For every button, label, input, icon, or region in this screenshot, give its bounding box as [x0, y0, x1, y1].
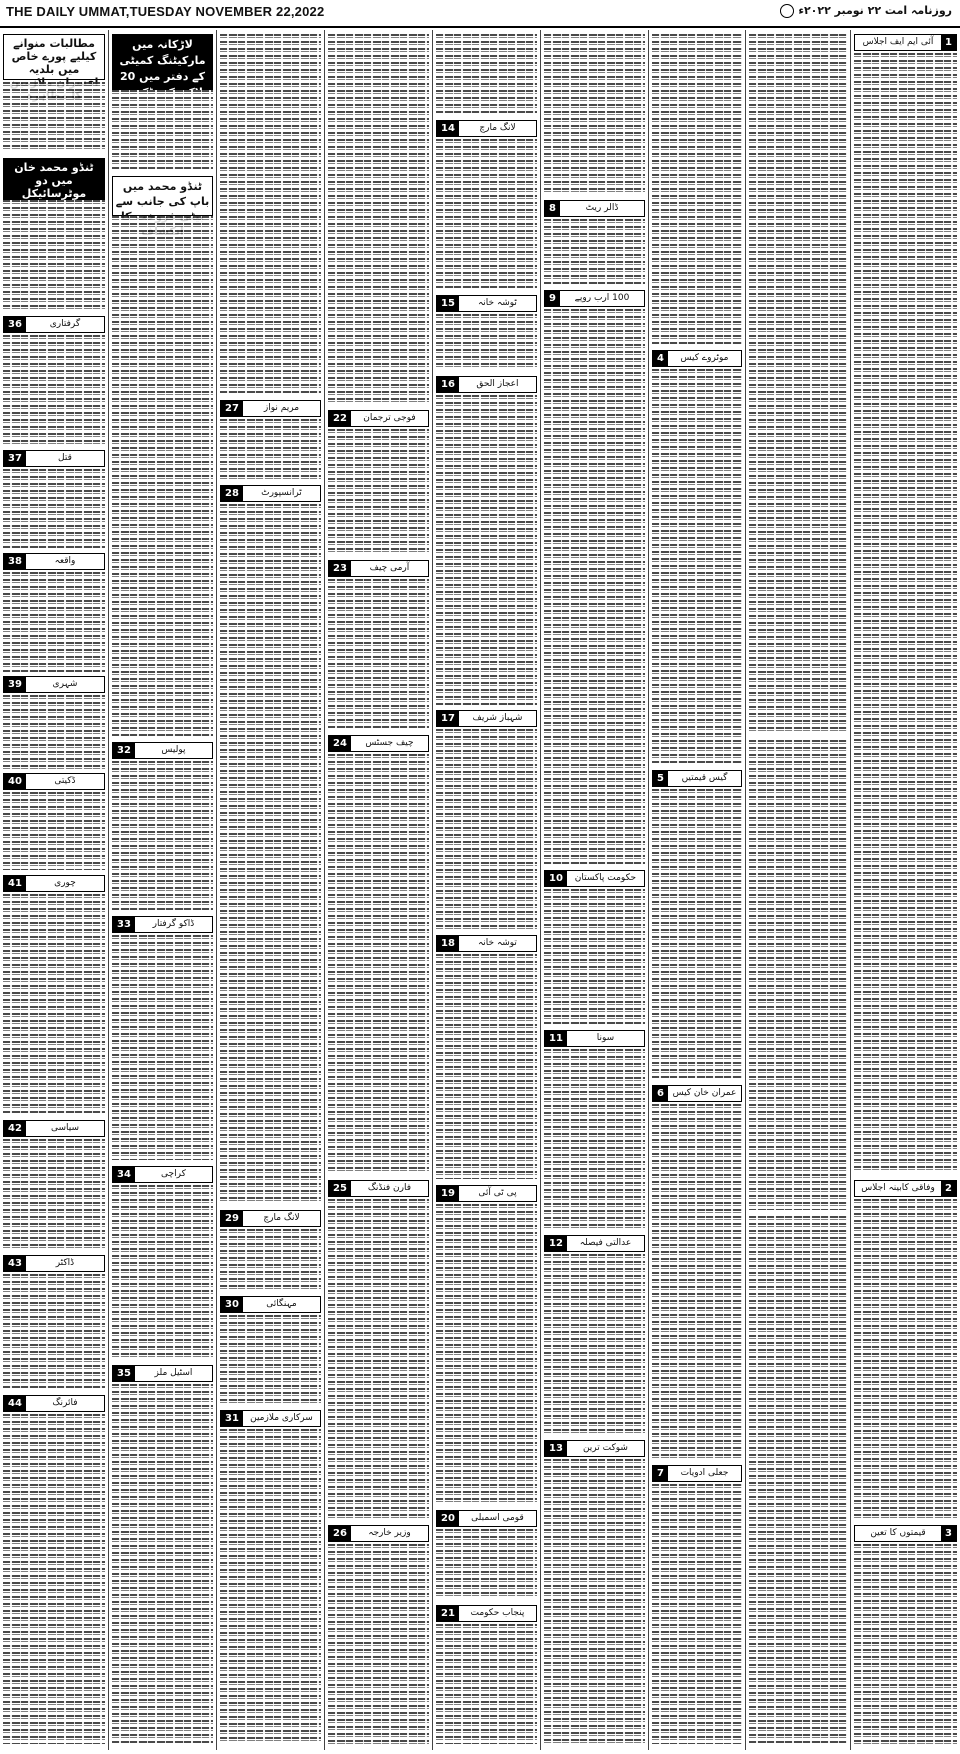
article-text	[544, 34, 645, 194]
section-heading-33: 33 ڈاکو گرفتار	[112, 916, 213, 933]
article-text	[3, 695, 105, 770]
article-text	[436, 1204, 537, 1504]
article-text	[220, 504, 321, 1204]
section-heading-11: 11 سونا	[544, 1030, 645, 1047]
article-text	[436, 139, 537, 289]
article-text	[544, 309, 645, 864]
section-heading-39: 39 شہری	[3, 676, 105, 693]
column-7	[649, 30, 745, 1750]
article-text	[3, 335, 105, 445]
section-heading-2: 2 وفاقی کابینہ اجلاس	[854, 1180, 957, 1197]
article-text	[112, 935, 213, 1160]
article-text	[3, 1139, 105, 1249]
masthead	[0, 0, 960, 28]
article-text	[436, 314, 537, 370]
section-heading-6: 6 عمران خان کیس	[652, 1085, 742, 1102]
article-text	[436, 954, 537, 1179]
article-text	[436, 395, 537, 705]
article-text	[220, 1315, 321, 1405]
section-heading-10: 10 حکومت پاکستان	[544, 870, 645, 887]
article-text	[436, 1529, 537, 1599]
article-text	[652, 1484, 742, 1744]
section-heading-29: 29 لانگ مارچ	[220, 1210, 321, 1227]
headline-box: مطالبات منوانے کیلیے پورے خاص میں بلدیہ	[3, 34, 105, 80]
section-heading-43: 43 ڈاکٹر	[3, 1255, 105, 1272]
newspaper-title: THE DAILY UMMAT,TUESDAY NOVEMBER 22,2022	[6, 4, 325, 19]
article-text	[3, 572, 105, 672]
section-heading-35: 35 اسٹیل ملز	[112, 1365, 213, 1382]
section-heading-41: 41 چوری	[3, 875, 105, 892]
section-heading-26: 26 وزیر خارجہ	[328, 1525, 429, 1542]
column-6	[541, 30, 648, 1750]
section-heading-31: 31 سرکاری ملازمین	[220, 1410, 321, 1427]
headline-box: ٹنڈو محمد میں باپ کی جانب سے	[112, 176, 213, 216]
section-heading-8: 8 ڈالر ریٹ	[544, 200, 645, 217]
article-text	[112, 1185, 213, 1360]
article-text	[749, 740, 847, 1210]
section-heading-34: 34 کراچی	[112, 1166, 213, 1183]
section-heading-15: 15 ٹوشہ خانہ	[436, 295, 537, 312]
section-heading-23: 23 آرمی چیف	[328, 560, 429, 577]
article-text	[3, 200, 105, 310]
article-text	[328, 34, 429, 404]
article-text	[749, 1216, 847, 1744]
section-heading-25: 25 فارن فنڈنگ	[328, 1180, 429, 1197]
article-text	[112, 90, 213, 170]
article-text	[220, 1429, 321, 1744]
article-text	[544, 1459, 645, 1744]
column-2	[109, 30, 216, 1750]
section-heading-1: 1 آئی ایم ایف اجلاس	[854, 34, 957, 51]
article-text	[3, 1414, 105, 1744]
newspaper-title-urdu	[776, 4, 952, 18]
section-heading-3: 3 قیمتوں کا تعین	[854, 1525, 957, 1542]
section-heading-32: 32 پولیس	[112, 742, 213, 759]
section-heading-20: 20 قومی اسمبلی	[436, 1510, 537, 1527]
section-heading-21: 21 پنجاب حکومت	[436, 1605, 537, 1622]
headline-box: ٹنڈو محمد خان میں دو موٹرسائیکل	[3, 158, 105, 200]
article-text	[436, 1624, 537, 1744]
article-text	[328, 1199, 429, 1519]
section-heading-44: 44 فائرنگ	[3, 1395, 105, 1412]
article-text	[3, 469, 105, 549]
section-heading-4: 4 موٹروے کیس	[652, 350, 742, 367]
article-text	[220, 34, 321, 394]
article-text	[3, 82, 105, 152]
headline-box: لاڑکانہ میں مارکیٹنگ کمیٹی کے دفتر میں 20	[112, 34, 213, 90]
article-text	[544, 1254, 645, 1434]
section-heading-42: 42 سیاسی	[3, 1120, 105, 1137]
section-heading-36: 36 گرفتاری	[3, 316, 105, 333]
article-text	[652, 789, 742, 1079]
column-8	[746, 30, 850, 1750]
article-text	[328, 429, 429, 554]
article-text	[544, 889, 645, 1024]
section-heading-7: 7 جعلی ادویات	[652, 1465, 742, 1482]
article-text	[854, 1199, 957, 1519]
article-text	[112, 1384, 213, 1744]
article-text	[652, 34, 742, 344]
section-heading-9: 9 100 ارب روپے	[544, 290, 645, 307]
article-text	[436, 729, 537, 929]
section-heading-38: 38 واقعہ	[3, 553, 105, 570]
section-heading-40: 40 ڈکیتی	[3, 773, 105, 790]
column-4	[325, 30, 432, 1750]
section-heading-18: 18 توشہ خانہ	[436, 935, 537, 952]
section-heading-27: 27 مریم نواز	[220, 400, 321, 417]
column-9	[851, 30, 960, 1750]
section-heading-24: 24 چیف جسٹس	[328, 735, 429, 752]
article-text	[854, 53, 957, 1173]
section-heading-28: 28 ٹرانسپورٹ	[220, 485, 321, 502]
article-text	[3, 1274, 105, 1389]
article-text	[436, 34, 537, 114]
article-text	[112, 761, 213, 911]
section-heading-5: 5 گیس قیمتیں	[652, 770, 742, 787]
column-3	[217, 30, 324, 1750]
section-heading-17: 17 شہباز شریف	[436, 710, 537, 727]
section-heading-37: 37 قتل	[3, 450, 105, 467]
article-text	[652, 1104, 742, 1459]
column-5	[433, 30, 540, 1750]
section-heading-13: 13 شوکت ترین	[544, 1440, 645, 1457]
section-heading-30: 30 مہنگائی	[220, 1296, 321, 1313]
article-text	[220, 1229, 321, 1289]
section-heading-22: 22 فوجی ترجمان	[328, 410, 429, 427]
article-text	[220, 419, 321, 479]
article-text	[3, 894, 105, 1114]
article-text	[749, 34, 847, 734]
section-heading-12: 12 عدالتی فیصلہ	[544, 1235, 645, 1252]
article-text	[328, 1544, 429, 1744]
logo-icon	[780, 4, 794, 18]
section-heading-16: 16 اعجاز الحق	[436, 376, 537, 393]
article-text	[652, 369, 742, 764]
section-heading-14: 14 لانگ مارچ	[436, 120, 537, 137]
article-text	[854, 1544, 957, 1744]
article-text	[328, 579, 429, 729]
section-heading-19: 19 پی ٹی آئی	[436, 1185, 537, 1202]
column-1	[0, 30, 108, 1750]
article-text	[544, 1049, 645, 1229]
article-text	[3, 792, 105, 870]
article-text	[112, 216, 213, 736]
urdu-date: روزنامہ امت ۲۲ نومبر ۲۰۲۲ء	[798, 4, 952, 17]
article-text	[328, 754, 429, 1174]
article-text	[544, 219, 645, 284]
